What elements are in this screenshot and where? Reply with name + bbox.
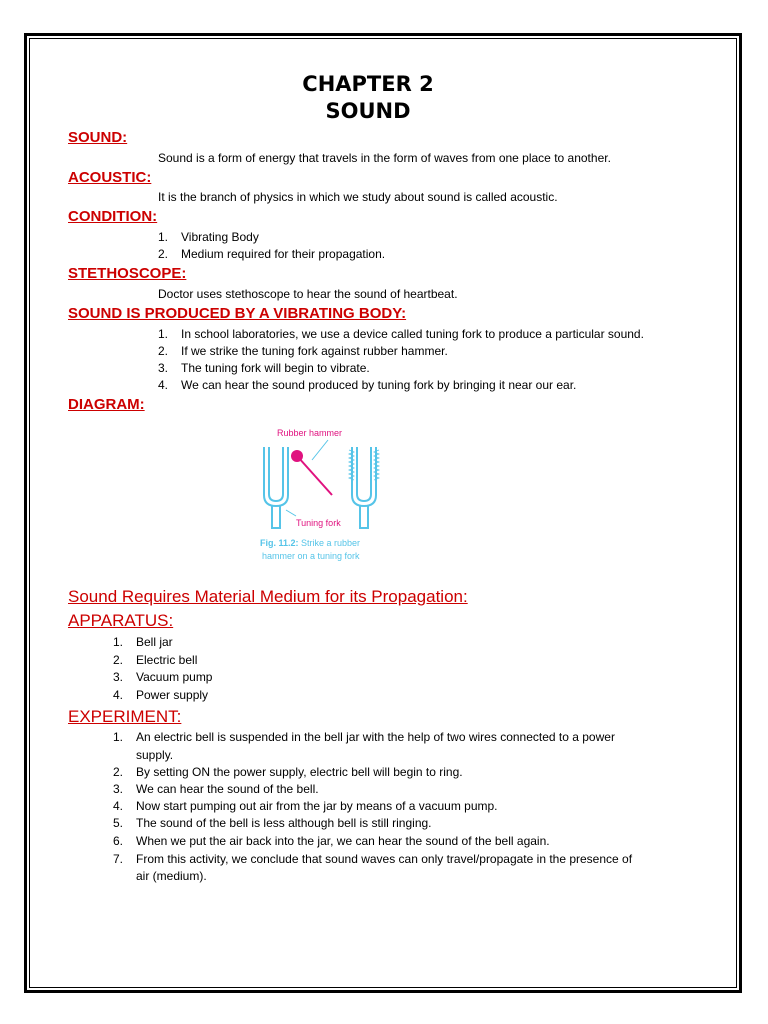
tuning-fork-left [264, 447, 288, 528]
figure-caption-line2: hammer on a tuning fork [262, 551, 360, 561]
apparatus-item: Power supply [136, 688, 209, 702]
list-number: 4. [112, 688, 123, 702]
list-number: 2. [157, 344, 168, 358]
list-number: 2. [112, 653, 123, 667]
apparatus-item: Vacuum pump [136, 670, 213, 684]
vibrating-item: The tuning fork will begin to vibrate. [181, 361, 370, 375]
heading-condition: CONDITION: [68, 208, 158, 225]
list-number: 2. [157, 247, 168, 261]
tuning-fork-right [349, 447, 379, 528]
list-number: 4. [112, 799, 123, 813]
list-number: 1. [157, 327, 168, 341]
apparatus-item: Bell jar [136, 635, 173, 649]
list-number: 1. [112, 635, 123, 649]
list-number: 1. [157, 230, 168, 244]
heading-stethoscope: STETHOSCOPE: [68, 265, 187, 282]
sound-definition: Sound is a form of energy that travels in the form of waves from one place to another. [158, 151, 611, 165]
vibrating-item: We can hear the sound produced by tuning fork by bringing it near our ear. [181, 378, 577, 392]
experiment-item: The sound of the bell is less although bell is still ringing. [136, 816, 432, 830]
stethoscope-definition: Doctor uses stethoscope to hear the sound of heartbeat. [158, 287, 458, 301]
chapter-title: CHAPTER 2 [302, 72, 434, 96]
list-number: 5. [112, 816, 123, 830]
list-number: 3. [112, 670, 123, 684]
condition-item: Vibrating Body [181, 230, 259, 244]
experiment-item: We can hear the sound of the bell. [136, 782, 319, 796]
list-number: 3. [157, 361, 168, 375]
heading-diagram: DIAGRAM: [68, 396, 145, 413]
experiment-item: An electric bell is suspended in the bell jar with the help of two wires connected to a power [136, 730, 615, 744]
acoustic-definition: It is the branch of physics in which we study about sound is called acoustic. [158, 190, 558, 204]
heading-acoustic: ACOUSTIC: [68, 169, 152, 186]
heading-apparatus: APPARATUS: [68, 611, 174, 630]
experiment-item: From this activity, we conclude that sound waves can only travel/propagate in the presence of [136, 852, 633, 866]
list-number: 4. [157, 378, 168, 392]
experiment-item: By setting ON the power supply, electric bell will begin to ring. [136, 765, 463, 779]
fork-pointer-line [286, 510, 296, 516]
label-tuning-fork: Tuning fork [296, 518, 341, 528]
experiment-item: When we put the air back into the jar, we can hear the sound of the bell again. [136, 834, 550, 848]
list-number: 2. [112, 765, 123, 779]
rubber-hammer [291, 450, 332, 495]
experiment-item: Now start pumping out air from the jar by means of a vacuum pump. [136, 799, 498, 813]
list-number: 3. [112, 782, 123, 796]
tuning-fork-figure [250, 420, 390, 570]
hammer-pointer-line [312, 440, 328, 460]
experiment-item-continued: supply. [136, 748, 174, 762]
apparatus-item: Electric bell [136, 653, 198, 667]
heading-experiment: EXPERIMENT: [68, 707, 182, 726]
experiment-item-continued: air (medium). [136, 869, 207, 883]
chapter-subtitle: SOUND [325, 99, 411, 123]
figure-caption: Fig. 11.2: Strike a rubber [260, 538, 361, 548]
list-number: 1. [112, 730, 123, 744]
condition-item: Medium required for their propagation. [181, 247, 386, 261]
heading-material-medium: Sound Requires Material Medium for its Propagation: [68, 587, 468, 606]
list-number: 7. [112, 852, 123, 866]
heading-vibrating-body: SOUND IS PRODUCED BY A VIBRATING BODY: [68, 305, 407, 322]
heading-sound: SOUND: [68, 129, 128, 146]
label-rubber-hammer: Rubber hammer [277, 428, 343, 438]
vibrating-item: In school laboratories, we use a device called tuning fork to produce a particular sound. [181, 327, 644, 341]
list-number: 6. [112, 834, 123, 848]
vibrating-item: If we strike the tuning fork against rubber hammer. [181, 344, 448, 358]
